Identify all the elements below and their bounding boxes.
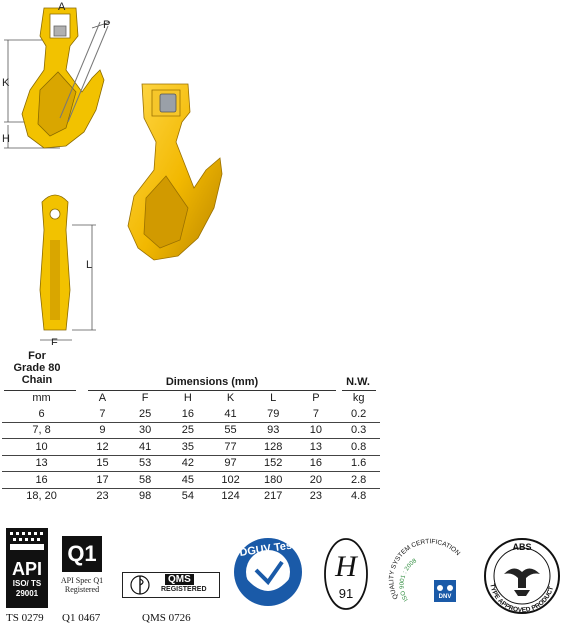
- table-cell: 23: [295, 488, 338, 504]
- svg-text:DNV: DNV: [438, 594, 452, 600]
- column-header: A: [98, 392, 107, 404]
- table-cell: 7: [99, 407, 106, 420]
- table-cell: 0.8: [337, 439, 380, 456]
- label-h: H: [2, 133, 10, 145]
- table-cell: 79: [267, 407, 280, 420]
- table-cell: 102: [209, 472, 252, 489]
- dimensions-header: Dimensions (mm): [165, 376, 259, 388]
- table-cell: 41: [224, 407, 237, 420]
- table-cell: 41: [124, 439, 167, 456]
- table-cell: 7: [312, 407, 319, 420]
- table-cell: 16: [181, 407, 194, 420]
- table-cell: 2.8: [337, 472, 380, 489]
- table-row: [2, 488, 380, 504]
- table-cell: 97: [209, 455, 252, 472]
- weight-header: N.W.: [346, 376, 370, 388]
- api-spec-q1-logo: Q1 API Spec Q1 Registered: [58, 536, 106, 606]
- svg-text:91: 91: [338, 586, 354, 601]
- table-cell: 98: [124, 488, 167, 504]
- label-k: K: [2, 77, 10, 89]
- table-cell: 4.8: [337, 488, 380, 504]
- column-header: L: [270, 392, 277, 404]
- quality-system-logo: [388, 536, 468, 614]
- api-emblem-icon: [6, 528, 48, 554]
- table-cell: 42: [167, 455, 210, 472]
- svg-text:DGUV Test: DGUV Test: [238, 539, 297, 559]
- table-cell: 124: [209, 488, 252, 504]
- table-cell: 10: [2, 439, 81, 456]
- spec-data-rows: [2, 406, 380, 504]
- api-caption: TS 0279: [6, 612, 44, 624]
- column-header: F: [141, 392, 149, 404]
- table-cell: 1.6: [337, 455, 380, 472]
- svg-text:H: H: [335, 550, 357, 583]
- table-cell: 23: [81, 488, 124, 504]
- table-cell: 53: [124, 455, 167, 472]
- table-cell: 12: [81, 439, 124, 456]
- qms-logo: QMS REGISTERED: [122, 572, 220, 598]
- table-cell: 54: [167, 488, 210, 504]
- table-row: [2, 422, 380, 439]
- table-cell: 10: [295, 422, 338, 439]
- table-cell: 20: [295, 472, 338, 489]
- table-row: [2, 439, 380, 456]
- table-row: [2, 455, 380, 472]
- column-header: kg: [352, 392, 365, 404]
- table-cell: 180: [252, 472, 295, 489]
- eagle-icon: [504, 568, 540, 596]
- label-a: A: [58, 1, 66, 13]
- column-header: P: [312, 392, 320, 404]
- table-cell: 217: [252, 488, 295, 504]
- table-cell: 13: [295, 439, 338, 456]
- h91-logo: [322, 536, 370, 612]
- hook-front-view: [22, 8, 104, 148]
- svg-text:QUALITY SYSTEM CERTIFICATION: QUALITY SYSTEM CERTIFICATION: [388, 538, 462, 601]
- table-row: [2, 472, 380, 489]
- label-f: F: [51, 337, 58, 345]
- svg-text:ABS: ABS: [512, 542, 532, 552]
- table-cell: 16: [295, 455, 338, 472]
- table-cell: 58: [124, 472, 167, 489]
- column-header: K: [226, 392, 235, 404]
- table-cell: 128: [252, 439, 295, 456]
- api-monogram-icon: [129, 574, 151, 596]
- abs-type-approved-logo: [480, 536, 564, 616]
- table-cell: 16: [2, 472, 81, 489]
- svg-text:TYPE APPROVED PRODUCT: TYPE APPROVED PRODUCT: [488, 583, 556, 615]
- table-cell: 93: [252, 422, 295, 439]
- svg-text:ISO 9001 : 2008: ISO 9001 : 2008: [399, 558, 418, 603]
- table-cell: 25: [167, 422, 210, 439]
- q1-caption: Q1 0467: [62, 612, 101, 624]
- spec-rows: [2, 391, 380, 405]
- column-header: mm: [32, 392, 51, 404]
- table-cell: 7, 8: [2, 422, 81, 439]
- table-cell: 152: [252, 455, 295, 472]
- table-cell: 45: [167, 472, 210, 489]
- certification-strip: [0, 522, 570, 630]
- label-p: P: [103, 19, 111, 31]
- api-iso-ts-logo: API ISO/ TS 29001: [6, 528, 48, 608]
- table-cell: 9: [81, 422, 124, 439]
- label-l: L: [86, 259, 93, 271]
- table-cell: 17: [81, 472, 124, 489]
- table-cell: 77: [209, 439, 252, 456]
- table-row: [2, 406, 380, 422]
- table-cell: 0.2: [350, 407, 367, 420]
- table-cell: 6: [38, 407, 45, 420]
- qms-caption: QMS 0726: [142, 612, 191, 624]
- grab-hook-photo: [110, 78, 240, 263]
- table-header-row: [2, 391, 380, 405]
- table-cell: 18, 20: [2, 488, 81, 504]
- table-cell: 25: [139, 407, 152, 420]
- table-cell: 13: [2, 455, 81, 472]
- table-cell: 15: [81, 455, 124, 472]
- table-cell: 0.3: [337, 422, 380, 439]
- hook-side-view: [40, 195, 70, 330]
- column-header: H: [183, 392, 192, 404]
- table-cell: 30: [124, 422, 167, 439]
- q1-mark: Q1: [62, 536, 102, 572]
- table-cell: 35: [167, 439, 210, 456]
- grade-header: For Grade 80 Chain: [13, 350, 61, 386]
- table-cell: 55: [209, 422, 252, 439]
- dguv-test-logo: [232, 532, 304, 612]
